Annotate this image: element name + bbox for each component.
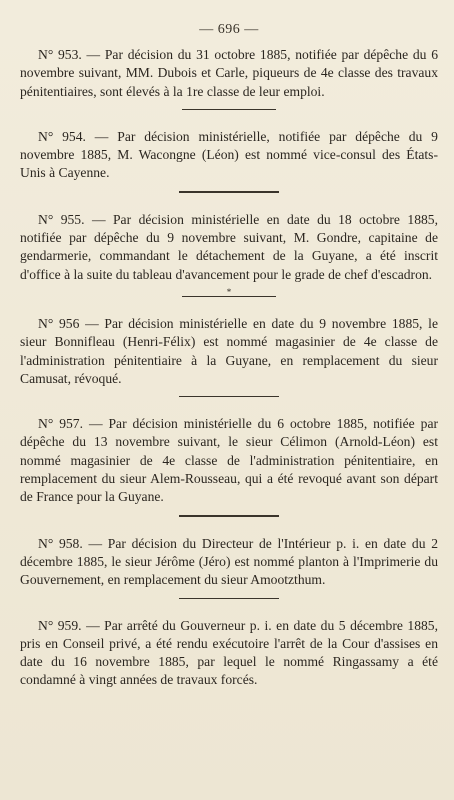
entry-957 <box>20 415 438 506</box>
page-number: — 696 — <box>199 22 259 37</box>
entry-number: N° 959. <box>38 617 82 633</box>
entry-number: N° 953. <box>38 47 82 62</box>
entry-954 <box>20 128 438 183</box>
entry-956 <box>20 315 438 388</box>
entry-text: — Par décision du Directeur de l'Intérieur p. i. en date du 2 décembre 1885, le sieur Jérôme (Jéro) est nommé planton à l'Imprimerie du Gouvernement, en remplacement du sieur Amootzthum. <box>20 535 438 588</box>
separator-rule <box>179 515 279 517</box>
entry-text: — Par arrêté du Gouverneur p. i. en date du 5 décembre 1885, pris en Conseil privé, a été rendu exécutoire l'arrêt de la Cour d'assises en date du 16 novembre 1885, par lequel le nommé Ringassamy a été condamné à vingt années de travaux forcés. <box>20 617 438 688</box>
entry-number: N° 957. <box>38 416 83 432</box>
entry-text: — Par décision ministérielle en date du 9 novembre 1885, le sieur Bonnifleau (Henri-Félix) est nommé magasinier de 4e classe de l'administration pénitentiaire à la Guyane, en remplacement du sieur Camusat, révoqué. <box>20 315 438 386</box>
entry-955 <box>20 211 438 284</box>
entry-number: N° 955. <box>38 211 85 227</box>
separator-rule <box>179 598 279 599</box>
entry-text: — Par décision du 31 octobre 1885, notifiée par dépêche du 6 novembre suivant, MM. Dubois et Carle, piqueurs de 4e classe des travaux pénitentiaires, sont élevés à la 1re classe de leur emploi. <box>20 47 438 99</box>
entry-text: — Par décision ministérielle en date du 18 octobre 1885, notifiée par dépêche du 9 novembre suivant, M. Gondre, capitaine de gendarmerie, commandant le détachement de la Guyane, a été inscrit d'office à la suite du tableau d'avancement pour le grade de chef d'escadron. <box>20 211 438 282</box>
entry-958 <box>20 535 438 590</box>
entry-959 <box>20 617 438 690</box>
separator-rule <box>179 396 279 397</box>
separator-rule <box>182 109 276 110</box>
entry-number: N° 956 <box>38 315 80 331</box>
entry-text: — Par décision ministérielle du 6 octobre 1885, notifiée par dépêche du 13 novembre suivant, le sieur Célimon (Arnold-Léon) est nommé magasinier de 4e classe de l'administration pénitentiaire, en remplacement du sieur Alem-Rousseau, qui a été revoqué avant son départ de France pour la Guyane. <box>20 416 439 505</box>
entry-number: N° 958. <box>38 535 83 551</box>
entry-number: N° 954. <box>38 128 86 144</box>
separator-rule <box>179 191 279 193</box>
entry-953 <box>20 46 438 101</box>
star-ornament: * <box>226 286 232 297</box>
separator-rule-star <box>182 286 276 297</box>
entry-text: — Par décision ministérielle, notifiée par dépêche du 9 novembre 1885, M. Wacongne (Léon) est nommé vice-consul des États-Unis à Cayenne. <box>20 128 438 181</box>
